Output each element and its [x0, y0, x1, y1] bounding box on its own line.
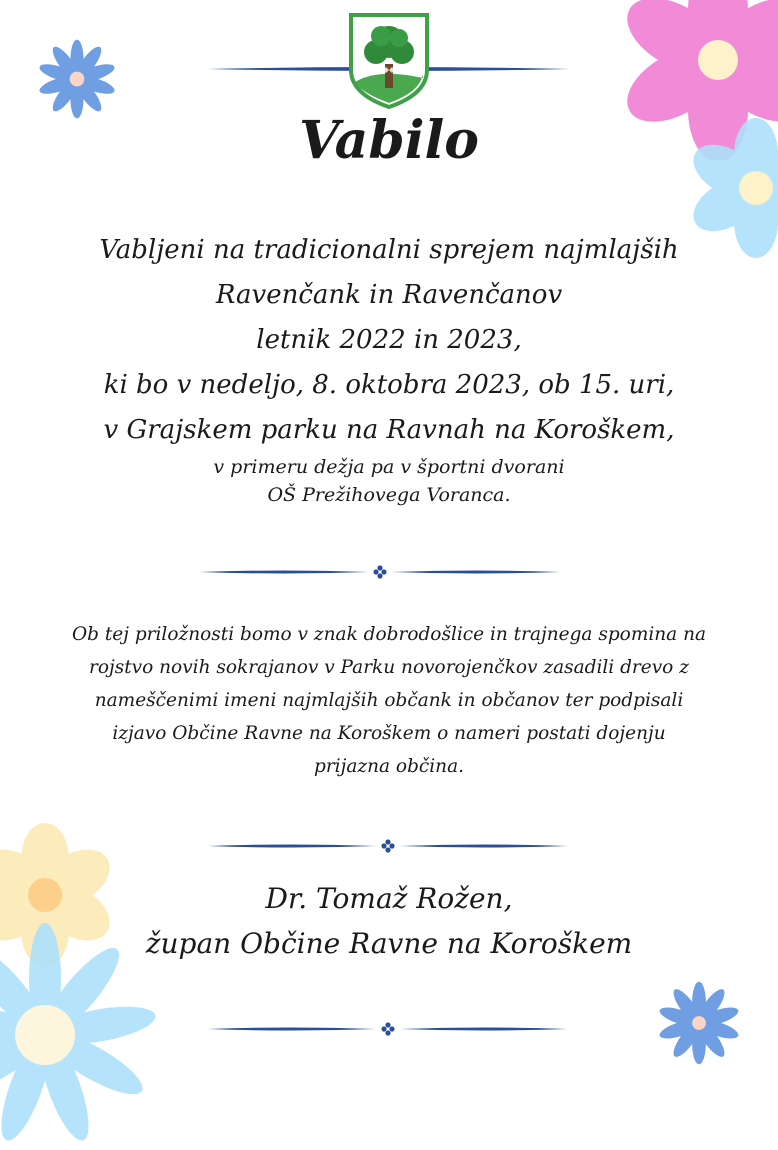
invitation-line-3: letnik 2022 in 2023, — [256, 325, 522, 355]
invitation-line-4: ki bo v nedeljo, 8. oktobra 2023, ob 15. uri, — [103, 370, 675, 400]
signature-block — [0, 876, 778, 966]
ornament-divider-2 — [208, 839, 568, 853]
page-title: Vabilo — [299, 110, 479, 171]
invitation-line-2: Ravenčank in Ravenčanov — [215, 280, 563, 310]
invitation-line-6: v primeru dežja pa v športni dvorani — [213, 456, 565, 478]
description-line-1: Ob tej priložnosti bomo v znak dobrodošlice in trajnega spomina na — [71, 624, 707, 645]
invitation-line-5: v Grajskem parku na Ravnah na Koroškem, — [103, 415, 675, 445]
description-text — [70, 618, 708, 783]
description-line-5: prijazna občina. — [313, 756, 465, 777]
ornament-divider-1 — [200, 565, 560, 579]
description-line-2: rojstvo novih sokrajanov v Parku novorojenčkov zasadili drevo z — [89, 657, 689, 678]
signature-name: Dr. Tomaž Rožen, — [265, 882, 513, 915]
signature-role: župan Občine Ravne na Koroškem — [145, 927, 633, 960]
description-line-4: izjavo Občine Ravne na Koroškem o nameri postati dojenju — [112, 723, 666, 744]
blue-flower-bottom-right-icon — [656, 980, 742, 1066]
municipal-coat-of-arms-tree-icon — [348, 12, 430, 110]
blue-flower-top-left-icon — [36, 38, 118, 120]
invitation-line-1: Vabljeni na tradicionalni sprejem najmlajših — [99, 235, 679, 265]
invitation-text — [0, 228, 778, 509]
invitation-line-7: OŠ Prežihovega Voranca. — [267, 484, 511, 506]
description-line-3: nameščenimi imeni najmlajših občank in občanov ter podpisali — [94, 690, 684, 711]
ornament-divider-3 — [208, 1022, 568, 1036]
